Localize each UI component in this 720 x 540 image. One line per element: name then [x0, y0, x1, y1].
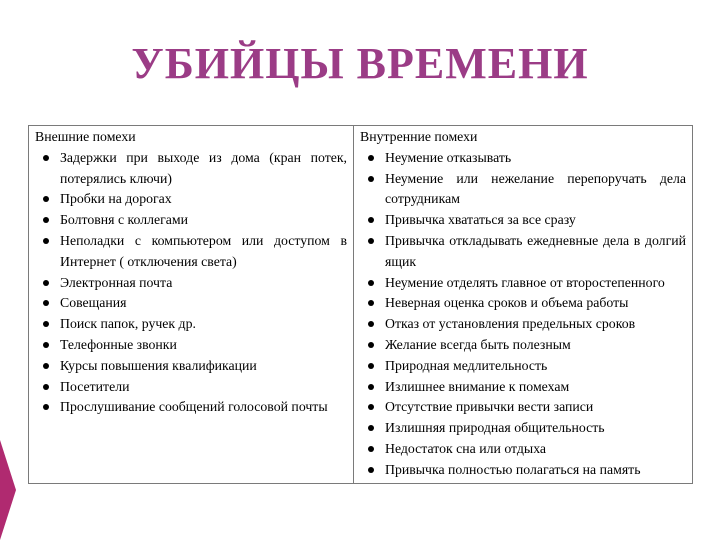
external-list-item — [35, 397, 347, 418]
external-column — [29, 126, 354, 484]
bullet-icon — [43, 155, 49, 161]
internal-item-text: Природная медлительность — [385, 357, 548, 373]
external-list-item — [35, 231, 347, 273]
internal-item-text: Неумение отказывать — [385, 149, 512, 165]
bullet-icon — [43, 384, 49, 390]
bullet-icon — [368, 384, 374, 390]
external-list-item — [35, 273, 347, 294]
internal-item-text: Желание всегда быть полезным — [385, 336, 571, 352]
internal-item-text: Недостаток сна или отдыха — [385, 440, 547, 456]
external-list-item — [35, 148, 347, 190]
external-list-item — [35, 377, 347, 398]
bullet-icon — [368, 404, 374, 410]
bullet-icon — [368, 321, 374, 327]
bullet-icon — [43, 238, 49, 244]
external-list-item — [35, 293, 347, 314]
bullet-icon — [43, 321, 49, 327]
internal-item-text: Неумение отделять главное от второстепенного — [385, 274, 665, 290]
bullet-icon — [368, 446, 374, 452]
internal-list-item — [360, 439, 686, 460]
internal-list-item — [360, 293, 686, 314]
bullet-icon — [368, 176, 374, 182]
internal-item-text: Неверная оценка сроков и объема работы — [385, 295, 629, 311]
external-list-item — [35, 210, 347, 231]
external-item-text: Поиск папок, ручек др. — [60, 316, 196, 332]
bullet-icon — [43, 404, 49, 410]
bullet-icon — [43, 280, 49, 286]
external-list-item — [35, 335, 347, 356]
internal-list-item — [360, 231, 686, 273]
bullet-icon — [368, 238, 374, 244]
bullet-icon — [368, 155, 374, 161]
bullet-icon — [43, 196, 49, 202]
internal-list-item — [360, 377, 686, 398]
external-list — [35, 148, 347, 418]
bullet-icon — [368, 280, 374, 286]
external-item-text: Посетители — [60, 378, 130, 394]
external-item-text: Прослушивание сообщений голосовой почты — [60, 399, 328, 415]
bullet-icon — [43, 363, 49, 369]
external-list-item — [35, 189, 347, 210]
external-list-item — [35, 314, 347, 335]
bullet-icon — [43, 342, 49, 348]
internal-item-text: Привычка полностью полагаться на память — [385, 461, 641, 477]
external-header: Внешние помехи — [35, 129, 136, 144]
bullet-icon — [368, 425, 374, 431]
internal-list-item — [360, 314, 686, 335]
external-item-text: Совещания — [60, 295, 127, 311]
internal-list-item — [360, 210, 686, 231]
internal-list-item — [360, 356, 686, 377]
external-item-text: Пробки на дорогах — [60, 191, 172, 207]
external-item-text: Телефонные звонки — [60, 336, 177, 352]
internal-item-text: Излишняя природная общительность — [385, 420, 605, 436]
internal-column — [354, 126, 693, 484]
internal-list-item — [360, 335, 686, 356]
external-item-text: Курсы повышения квалификации — [60, 357, 257, 373]
interference-table — [28, 125, 693, 484]
page-title: УБИЙЦЫ ВРЕМЕНИ — [131, 39, 589, 88]
external-item-text: Болтовня с коллегами — [60, 212, 189, 228]
internal-item-text: Излишнее внимание к помехам — [385, 378, 570, 394]
internal-header: Внутренние помехи — [360, 129, 478, 144]
internal-item-text: Неумение или нежелание перепоручать дела сотрудникам — [385, 170, 686, 207]
bullet-icon — [368, 300, 374, 306]
internal-item-text: Привычка хвататься за все сразу — [385, 212, 576, 228]
bullet-icon — [43, 300, 49, 306]
internal-item-text: Отсутствие привычки вести записи — [385, 399, 594, 415]
internal-list-item — [360, 460, 686, 481]
external-list-item — [35, 356, 347, 377]
internal-list-item — [360, 169, 686, 211]
bullet-icon — [368, 217, 374, 223]
external-item-text: Задержки при выходе из дома (кран потек, потерялись ключи) — [60, 149, 347, 186]
bullet-icon — [43, 217, 49, 223]
bullet-icon — [368, 467, 374, 473]
internal-list-item — [360, 148, 686, 169]
bullet-icon — [368, 342, 374, 348]
external-item-text: Неполадки с компьютером или доступом в Интернет ( отключения света) — [60, 232, 347, 269]
internal-item-text: Отказ от установления предельных сроков — [385, 316, 636, 332]
internal-list-item — [360, 273, 686, 294]
internal-list — [360, 148, 686, 481]
external-item-text: Электронная почта — [60, 274, 173, 290]
bullet-icon — [368, 363, 374, 369]
corner-decoration — [0, 440, 16, 540]
internal-item-text: Привычка откладывать ежедневные дела в долгий ящик — [385, 232, 686, 269]
internal-list-item — [360, 397, 686, 418]
internal-list-item — [360, 418, 686, 439]
